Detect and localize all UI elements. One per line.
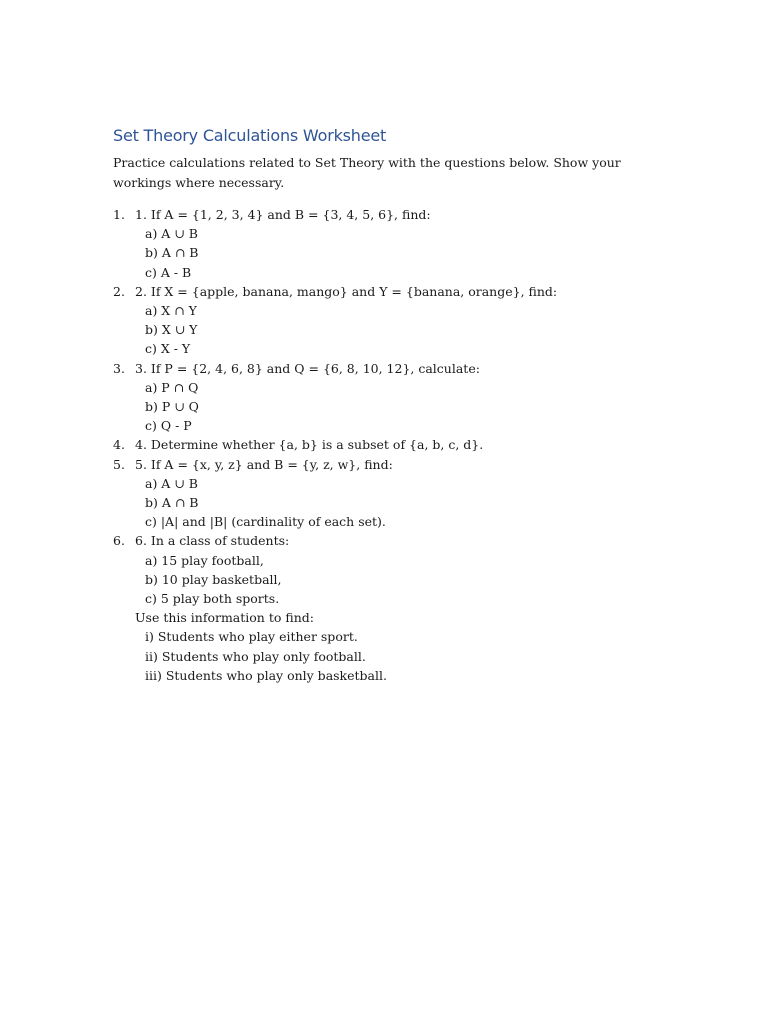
question-text: 2. If X = {apple, banana, mango} and Y = {banana, orange}, find: xyxy=(135,283,558,299)
question-number: 2. xyxy=(113,283,125,299)
question-part: b) 10 play basketball, xyxy=(145,571,282,587)
question-2 xyxy=(113,282,658,359)
question-text: 5. If A = {x, y, z} and B = {y, z, w}, find: xyxy=(135,456,393,472)
question-part: c) X - Y xyxy=(145,341,191,357)
question-number: 5. xyxy=(113,456,125,472)
question-part: c) A - B xyxy=(145,264,192,280)
question-6 xyxy=(113,531,658,685)
question-subpart: iii) Students who play only basketball. xyxy=(145,667,387,683)
question-part: c) |A| and |B| (cardinality of each set). xyxy=(145,514,386,530)
question-part: b) A ∩ B xyxy=(145,495,199,511)
question-1 xyxy=(113,205,658,282)
question-part: b) A ∩ B xyxy=(145,245,199,261)
question-text: 1. If A = {1, 2, 3, 4} and B = {3, 4, 5, 6}, find: xyxy=(135,207,431,222)
question-part: b) X ∪ Y xyxy=(145,322,198,338)
question-text: 4. Determine whether {a, b} is a subset of {a, b, c, d}. xyxy=(135,437,484,453)
question-number: 3. xyxy=(113,360,125,376)
worksheet-title: Set Theory Calculations Worksheet xyxy=(113,126,387,145)
question-text: 3. If P = {2, 4, 6, 8} and Q = {6, 8, 10, 12}, calculate: xyxy=(135,360,480,376)
question-part: a) A ∪ B xyxy=(145,475,198,491)
question-number: 1. xyxy=(113,207,125,222)
question-part: c) Q - P xyxy=(145,418,192,434)
question-number: 6. xyxy=(113,533,125,549)
question-subpart: i) Students who play either sport. xyxy=(145,629,358,645)
question-list xyxy=(113,205,658,685)
question-number: 4. xyxy=(113,437,125,453)
worksheet-intro: Practice calculations related to Set Theory with the questions below. Show your workings where necessary. xyxy=(113,155,621,190)
question-part: a) A ∪ B xyxy=(145,226,198,242)
worksheet-content xyxy=(113,124,658,685)
question-part: b) P ∪ Q xyxy=(145,399,199,415)
question-part: a) P ∩ Q xyxy=(145,379,199,395)
question-part: a) X ∩ Y xyxy=(145,303,197,319)
question-subpart: ii) Students who play only football. xyxy=(145,648,366,664)
question-4 xyxy=(113,435,658,454)
question-part: c) 5 play both sports. xyxy=(145,591,280,607)
question-part: a) 15 play football, xyxy=(145,552,264,568)
question-3 xyxy=(113,359,658,436)
question-text: 6. In a class of students: xyxy=(135,533,290,549)
question-note: Use this information to find: xyxy=(135,610,314,626)
question-5 xyxy=(113,455,658,532)
